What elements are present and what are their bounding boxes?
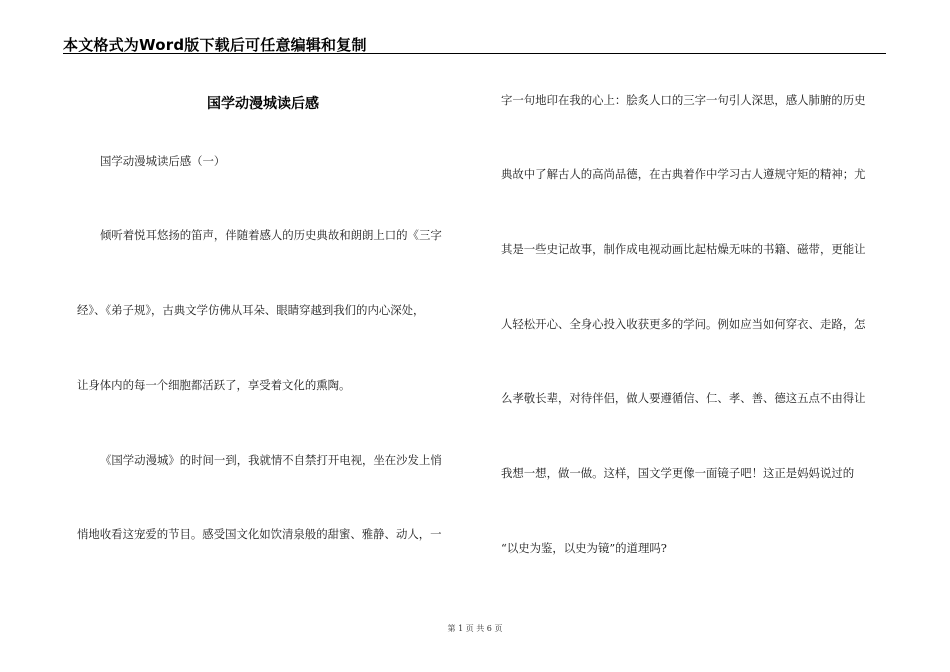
right-column-line: “以史为鉴，以史为镜”的道理吗? bbox=[501, 541, 667, 555]
right-column-line: 我想一想，做一做。这样，国文学更像一面镜子吧！这正是妈妈说过的 bbox=[501, 466, 855, 480]
right-column-line: 字一句地印在我的心上：脍炙人口的三字一句引人深思，感人肺腑的历史 bbox=[501, 93, 866, 107]
left-column-line: 经》、《弟子规》，古典文学仿佛从耳朵、眼睛穿越到我们的内心深处， bbox=[77, 303, 425, 317]
left-column-line: 倾听着悦耳悠扬的笛声，伴随着感人的历史典故和朗朗上口的《三字 bbox=[100, 228, 442, 242]
right-column-line: 其是一些史记故事，制作成电视动画比起枯燥无味的书籍、磁带，更能让 bbox=[501, 242, 866, 256]
left-column-line: 《国学动漫城》的时间一到，我就情不自禁打开电视，坐在沙发上悄 bbox=[100, 453, 442, 467]
right-column-line: 人轻松开心、全身心投入收获更多的学问。例如应当如何穿衣、走路，怎 bbox=[501, 317, 866, 331]
document-header-title: 本文格式为Word版下载后可任意编辑和复制 bbox=[63, 36, 367, 54]
left-column-line: 国学动漫城读后感（一） bbox=[100, 154, 226, 168]
header-divider bbox=[63, 53, 886, 54]
left-column-line: 悄地收看这宠爱的节目。感受国文化如饮清泉般的甜蜜、雅静、动人，一 bbox=[77, 527, 442, 541]
right-column-line: 典故中了解古人的高尚品德，在古典着作中学习古人遵规守矩的精神；尤 bbox=[501, 167, 866, 181]
left-column-line: 让身体内的每一个细胞都活跃了，享受着文化的熏陶。 bbox=[77, 378, 351, 392]
document-title: 国学动漫城读后感 bbox=[207, 96, 319, 112]
right-column-line: 么孝敬长辈，对待伴侣，做人要遵循信、仁、孝、善、德这五点不由得让 bbox=[501, 391, 866, 405]
page-number: 第 1 页 共 6 页 bbox=[447, 624, 503, 633]
